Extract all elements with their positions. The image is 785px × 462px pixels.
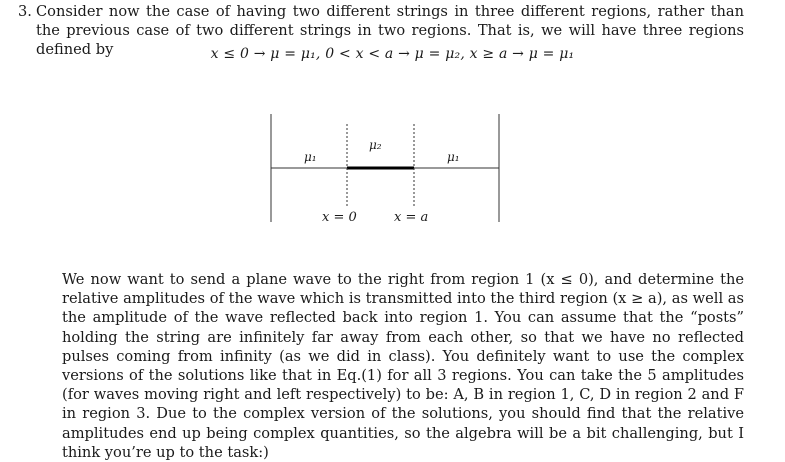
problem-body: We now want to send a plane wave to the right from region 1 (x ≤ 0), and determine the relative amplitudes of the wave which is transmitted into the third region (x ≥ a), as well as the amplitude of the wave reflected back into region 1. You can assume that the “posts” holding the string are infinitely far away from each other, so that we have no reflected pulses coming from infinity (as we did in class). You definitely want to use the complex versions of the solutions like that in Eq.(1) for all 3 regions. You can take the 5 amplitudes (for waves moving right and left respectively) to be: A, B in region 1, C, D in region 2 and F in region 3. Due to the complex version of the solutions, you should find that the relative amplitudes end up being complex quantities, so the algebra will be a bit challenging, but I think you’re up to the task:)	[62, 271, 744, 461]
regions-equation: x ≤ 0 → μ = μ₁, 0 < x < a → μ = μ₂, x ≥ a → μ = μ₁	[210, 46, 575, 62]
string-diagram	[270, 112, 502, 224]
problem-intro: Consider now the case of having two different strings in three different regions, rather than the previous case of two different strings in two regions. That is, we will have three regions defined by	[36, 3, 744, 58]
problem-number: 3.	[18, 3, 32, 20]
x-zero-label: x = 0	[322, 210, 357, 225]
mu-right-label: μ₁	[447, 150, 460, 164]
x-a-label: x = a	[394, 210, 429, 225]
mu-middle-label: μ₂	[369, 138, 382, 152]
mu-left-label: μ₁	[304, 150, 317, 164]
string-diagram-svg	[270, 112, 502, 224]
